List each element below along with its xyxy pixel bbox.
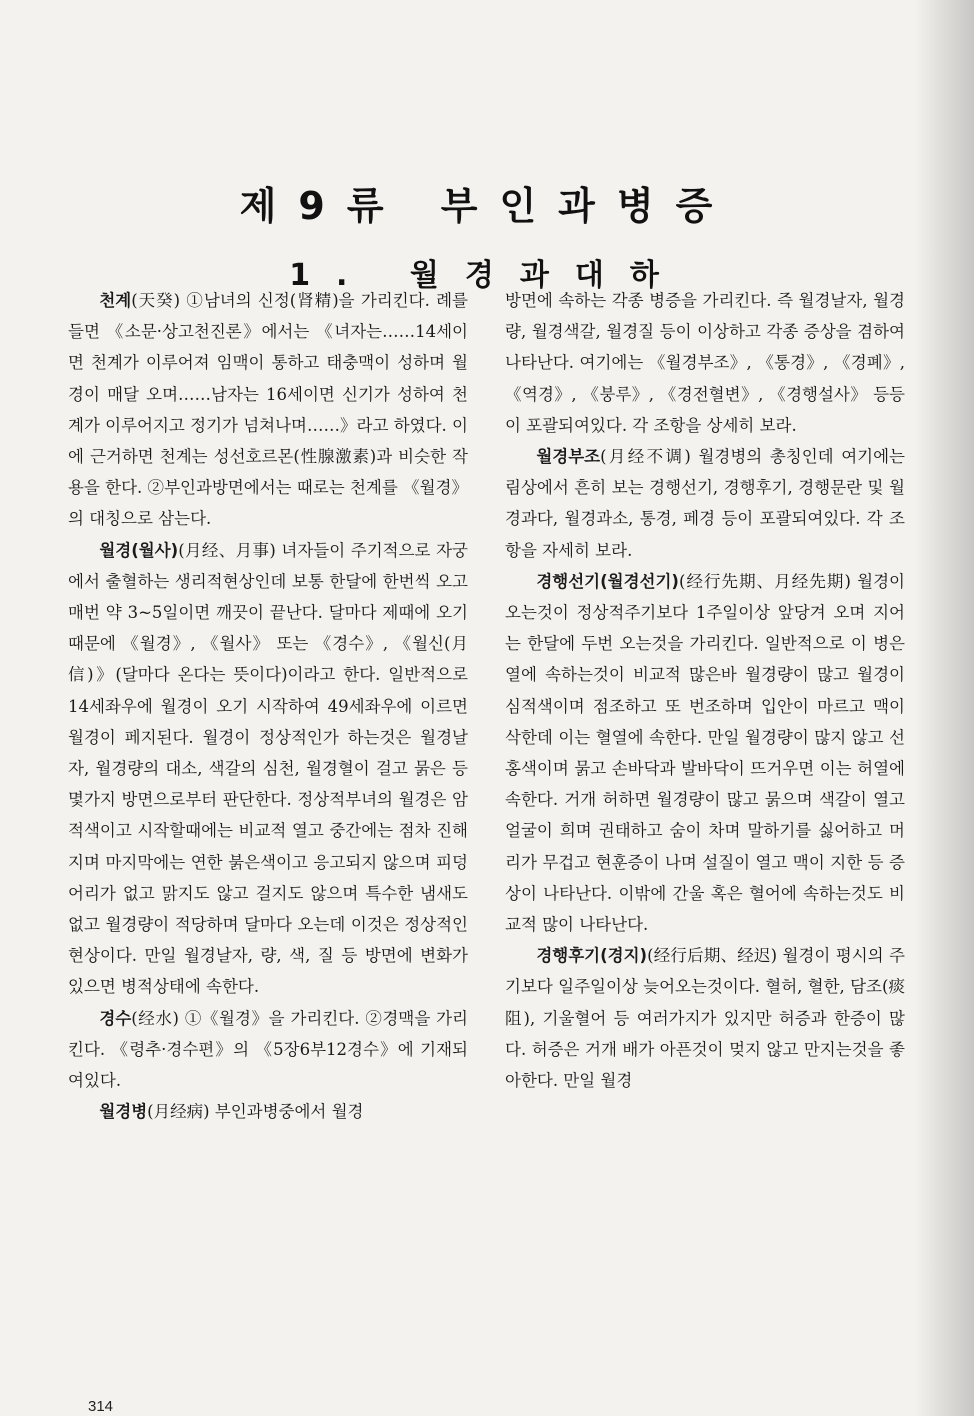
entry-term: 천계	[99, 291, 132, 310]
section-title: 1. 월경과대하	[289, 257, 685, 293]
chapter-title: 제9류 부인과병증	[239, 184, 735, 229]
entry-term: 월경병	[99, 1102, 148, 1122]
entry-text: (月经病) 부인과병중에서 월경	[147, 1102, 364, 1122]
entry-text: (月经不调) 월경병의 총칭인데 여기에는 림상에서 흔히 보는 경행선기, 경행후기, 경행문란 및 월경과다, 월경과소, 통경, 페경 등이 포괄되여있다. 각 조항을 자세히 보라.	[505, 447, 905, 560]
entry-continuation	[505, 285, 905, 441]
entry-term: 경행선기(월경선기)	[536, 571, 679, 591]
entry-text: (经行先期、月经先期) 월경이 오는것이 정상적주기보다 1주일이상 앞당겨 오며 지어는 한달에 두번 오는것을 가리킨다. 일반적으로 이 병은 열에 속하는것이 비교적 많은바 월경량이 많고 월경이 심적색이며 점조하고 또 번조하며 입안이 마르고 맥이 삭한데 이는 혈열에 속한다. 만일 월경량이 많지 않고 선홍색이며 묽고 손바닥과 발바닥이 뜨거우면 이는 허열에 속한다. 거개 허하면 월경량이 많고 묽으며 색갈이 열고 얼굴이 희며 권태하고 숨이 차며 말하기를 싫어하고 머리가 무겁고 현훈증이 나며 설질이 열고 맥이 지한 등 증상이 나타난다. 이밖에 간울 혹은 혈어에 속하는것도 비교적 많이 나타난다.	[505, 571, 905, 935]
entry-text: (天癸) ①남녀의 신정(肾精)을 가리킨다. 례를 들면 《소문·상고천진론》에서는 《녀자는……14세이면 천계가 이루어져 임맥이 통하고 태충맥이 성하며 월경이 매달 오며……남자는 16세이면 신기가 성하여 천계가 이루어지고 정기가 넘쳐나며……》라고 하였다. 이에 근거하면 천계는 성선호르몬(性腺激素)과 비슷한 작용을 한다. ②부인과방면에서는 때로는 천계를 《월경》의 대칭으로 삼는다.	[68, 291, 468, 529]
entry-gyeongsu	[68, 1003, 468, 1097]
entry-text: (经行后期、经迟) 월경이 평시의 주기보다 일주일이상 늦어오는것이다. 혈허, 혈한, 담조(痰阻), 기울혈어 등 여러가지가 있지만 허증과 한증이 많다. 허증은 거개 배가 아픈것이 멎지 않고 만지는것을 좋아한다. 만일 월경	[505, 946, 905, 1091]
entry-term: 월경부조	[536, 447, 601, 467]
entry-gyeonghaenghugi	[505, 940, 905, 1096]
right-column	[505, 285, 905, 1096]
entry-term: 경수	[99, 1008, 132, 1028]
entry-term: 경행후기(경지)	[536, 946, 648, 966]
entry-wolgyeongbyeong	[68, 1096, 468, 1127]
entry-term: 월경(월사)	[99, 540, 179, 560]
entry-text: (月经、月事) 녀자들이 주기적으로 자궁에서 출혈하는 생리적현상인데 보통 한달에 한번씩 오고 매번 약 3~5일이면 깨끗이 끝난다. 달마다 제때에 오기때문에 《월경》, 《월사》 또는 《경수》, 《월신(月信)》(달마다 온다는 뜻이다)이라고 한다. 일반적으로 14세좌우에 월경이 오기 시작하여 49세좌우에 이르면 월경이 페지된다. 월경이 정상적인가 하는것은 월경날자, 월경량의 대소, 색갈의 심천, 월경혈이 걸고 묽은 등 몇가지 방면으로부터 판단한다. 정상적부녀의 월경은 암적색이고 시작할때에는 비교적 열고 중간에는 점차 진해지며 마지막에는 연한 붉은색이고 응고되지 않으며 피덩어리가 없고 맑지도 않고 걸지도 않으며 특수한 냄새도 없고 월경량이 적당하며 달마다 오는데 이것은 정상적인 현상이다. 만일 월경날자, 량, 색, 질 등 방면에 변화가 있으면 병적상태에 속한다.	[68, 540, 468, 997]
entry-text: (经水) ①《월경》을 가리킨다. ②경맥을 가리킨다. 《령추·경수편》의 《5장6부12경수》에 기재되여있다.	[68, 1008, 468, 1091]
entry-wolgyeong	[68, 535, 468, 1003]
entry-wolgyeongbujo	[505, 441, 905, 566]
entry-text: 방면에 속하는 각종 병증을 가리킨다. 즉 월경날자, 월경량, 월경색갈, 월경질 등이 이상하고 각종 증상을 겸하여 나타난다. 여기에는 《월경부조》, 《통경》, 《경폐》, 《역경》, 《붕루》, 《경전혈변》, 《경행설사》 등등이 포괄되여있다. 각 조항을 상세히 보라.	[505, 291, 905, 435]
entry-gyeonghaengseongi	[505, 566, 905, 940]
page-number: 314	[88, 1398, 114, 1415]
left-column	[68, 285, 468, 1127]
entry-cheongye	[68, 285, 468, 535]
